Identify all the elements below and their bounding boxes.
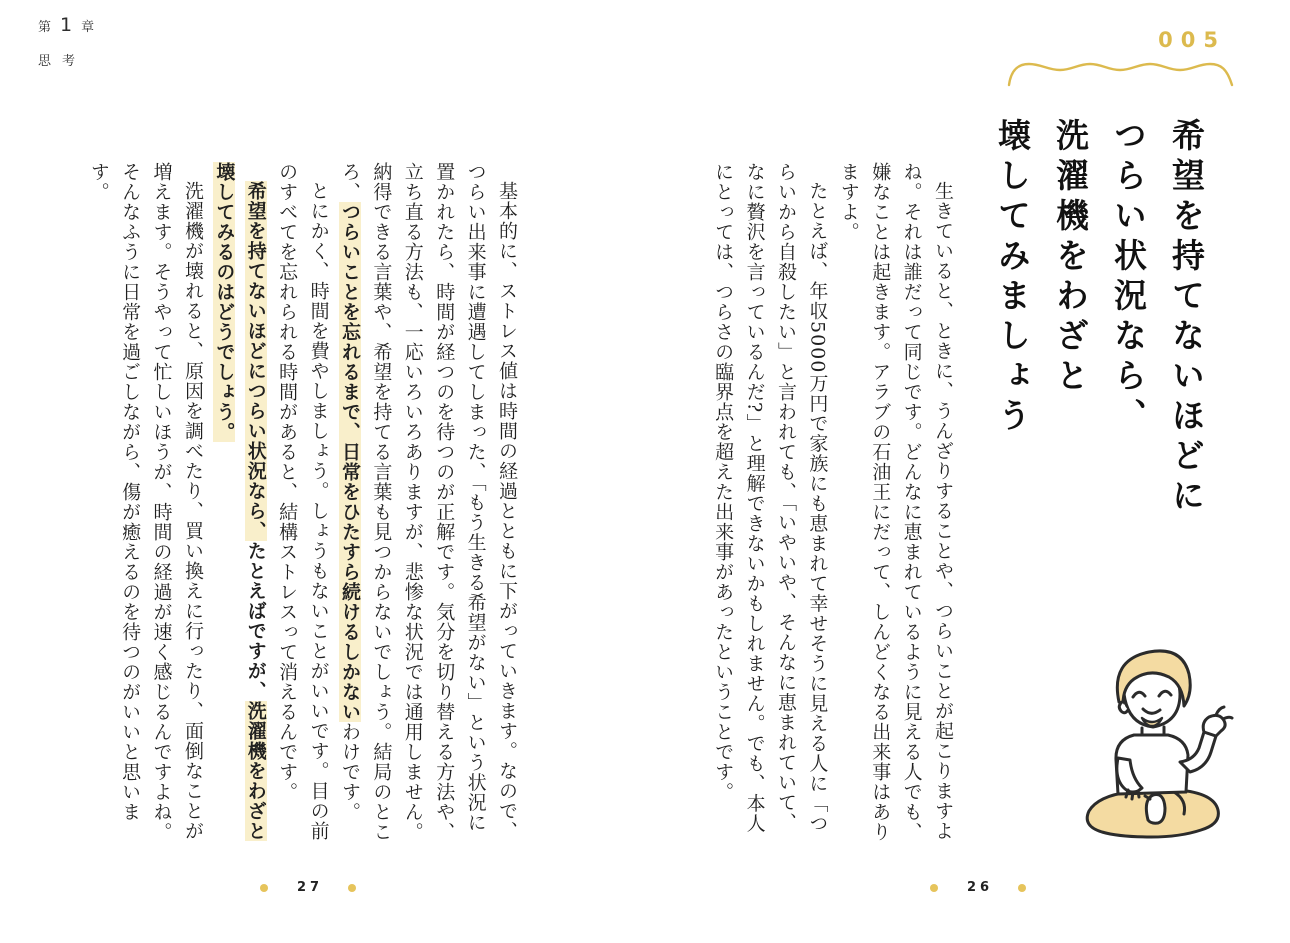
paragraph: [271, 162, 334, 842]
chapter-title: 思考: [38, 54, 87, 69]
text-segment: つらいことを忘れるまで、日常をひたすら続けるしかない: [338, 202, 361, 722]
text-segment: 洗濯機をわざと壊してみるのはどうでしょう。: [213, 162, 267, 841]
wavy-line-decoration: [1005, 56, 1243, 88]
paragraph: [82, 162, 208, 842]
chapter-heading: [38, 14, 94, 36]
text-segment: たとえばですが、: [244, 541, 267, 701]
text-segment: 基本的に、ストレス値は時間の経過とともに下がっていきます。なので、つらい出来事に遭遇してしまった、「もう生きる希望がない」という状況に置かれたら、時間が経つのを待つのが正解です。気分を切り替える方法や、立ち直る方法も、一応いろいろありますが、悲惨な状況では通用しません。納得できる言葉や、希望を持てる言葉も見つからないでしょう。結局のところ、: [338, 162, 518, 842]
paragraph: [208, 162, 271, 842]
text-segment: わけです。: [338, 722, 361, 822]
paragraph: 生きていると、ときに、うんざりすることや、つらいことが起こりますよね。それは誰だって同じです。どんなに恵まれているように見える人でも、嫌なことは起きます。アラブの石油王にだって、しんどくなる出来事はありますよ。: [837, 162, 954, 842]
page-dot-icon: [930, 884, 938, 892]
text-segment: 洗濯機が壊れると、原因を調べたり、買い換えに行ったり、面倒なことが増えます。そうやって忙しいほうが、時間の経過が速く感じるんですよね。そんなふうに日常を過ごしながら、傷が癒えるのを待つのがいいと思います。: [87, 162, 204, 842]
section-title: [983, 118, 1215, 518]
page-number-label: 26: [966, 880, 994, 895]
text-segment: 希望を持てないほどにつらい状況なら、: [244, 181, 267, 541]
page-number-26: [930, 880, 1026, 895]
page-dot-icon: [260, 884, 268, 892]
page-dot-icon: [348, 884, 356, 892]
title-line: 壊してみましょう: [993, 118, 1032, 438]
chapter-suffix: 章: [81, 20, 95, 35]
page-number-27: [260, 880, 356, 895]
person-illustration: [1072, 640, 1234, 842]
paragraph: たとえば、年収5000万円で家族にも恵まれて幸せそうに見える人に「つらいから自殺したい」と言われても、「いやいや、そんなに恵まれていて、なに贅沢を言っているんだ?」と理解できないかもしれません。でも、本人にとっては、つらさの臨界点を超えた出来事があったということです。: [712, 162, 829, 834]
title-line: つらい状況なら、: [1109, 118, 1148, 438]
left-page-body-text: [82, 162, 522, 842]
chapter-number: 1: [60, 14, 73, 36]
right-page-body-text: [707, 162, 958, 842]
paragraph: [334, 162, 522, 842]
chapter-prefix: 第: [38, 20, 52, 35]
page-dot-icon: [1018, 884, 1026, 892]
title-line: 洗濯機をわざと: [1051, 118, 1090, 398]
title-line: 希望を持てないほどに: [1167, 118, 1206, 518]
page-number-label: 27: [296, 880, 324, 895]
section-number: 005: [1158, 28, 1226, 52]
chapter-marker: [38, 14, 94, 69]
text-segment: とにかく、時間を費やしましょう。しょうもないことがいいです。目の前のすべてを忘れられる時間があると、結構ストレスって消えるんです。: [276, 162, 330, 841]
